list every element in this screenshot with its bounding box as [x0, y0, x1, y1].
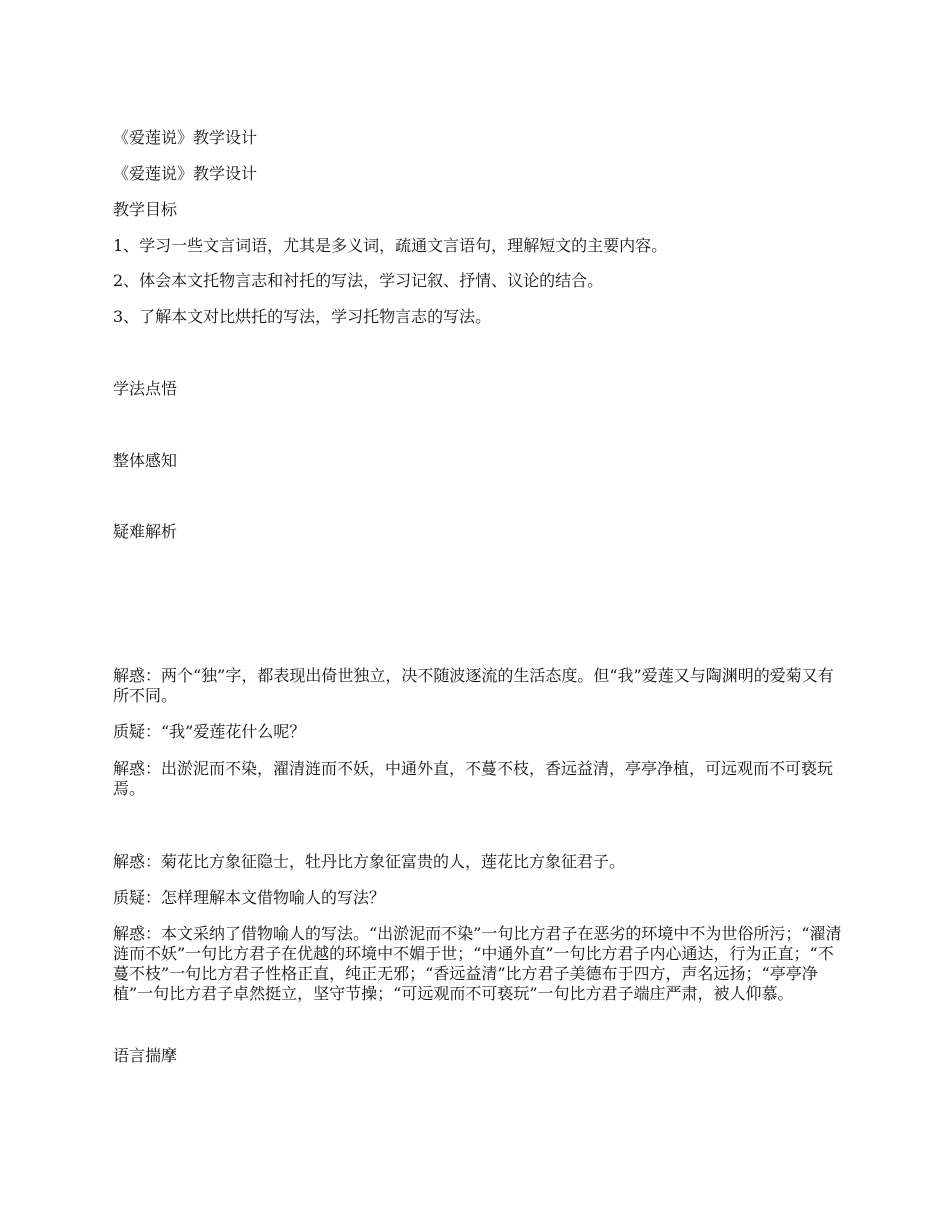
- answer-paragraph-3: 解惑：菊花比方象征隐士，牡丹比方象征富贵的人，莲花比方象征君子。: [113, 852, 626, 871]
- answer-paragraph-2: 解惑：出淤泥而不染，濯清涟而不妖，中通外直，不蔓不枝，香远益清，亭亭净植，可远观而不可亵玩焉。: [113, 759, 834, 798]
- section-heading-language: 语言揣摩: [113, 1046, 178, 1065]
- section-heading-difficult: 疑难解析: [113, 522, 178, 541]
- answer-paragraph-4: 解惑：本文采纳了借物喻人的写法。“出淤泥而不染”一句比方君子在恶劣的环境中不为世俗所污；“濯清涟而不妖”一句比方君子在优越的环境中不媚于世；“中通外直”一句比方君子内心通达，行为正直；“不蔓不枝”一句比方君子性格正直，纯正无邪；“香远益清”比方君子美德布于四方，声名远扬；“亭亭净植”一句比方君子卓然挺立，坚守节操；“可远观而不可亵玩”一句比方君子端庄严肃，被人仰慕。: [113, 924, 842, 1003]
- answer-paragraph-1: 解惑：两个“独”字，都表现出倚世独立，决不随波逐流的生活态度。但“我”爱莲又与陶渊明的爱菊又有所不同。: [113, 666, 834, 705]
- goal-item-3: 3、了解本文对比烘托的写法，学习托物言志的写法。: [113, 307, 492, 326]
- section-heading-overall: 整体感知: [113, 451, 178, 470]
- document-title: 《爱莲说》教学设计: [113, 128, 258, 147]
- goal-item-2: 2、体会本文托物言志和衬托的写法，学习记叙、抒情、议论的结合。: [113, 271, 604, 290]
- document-subtitle: 《爱莲说》教学设计: [113, 164, 258, 183]
- question-paragraph-1: 质疑：“我”爱莲花什么呢？: [113, 722, 306, 741]
- question-paragraph-2: 质疑：怎样理解本文借物喻人的写法？: [113, 888, 386, 907]
- goal-item-1: 1、学习一些文言词语，尤其是多义词，疏通文言语句，理解短文的主要内容。: [113, 236, 668, 255]
- section-heading-goals: 教学目标: [113, 200, 178, 219]
- section-heading-method: 学法点悟: [113, 379, 178, 398]
